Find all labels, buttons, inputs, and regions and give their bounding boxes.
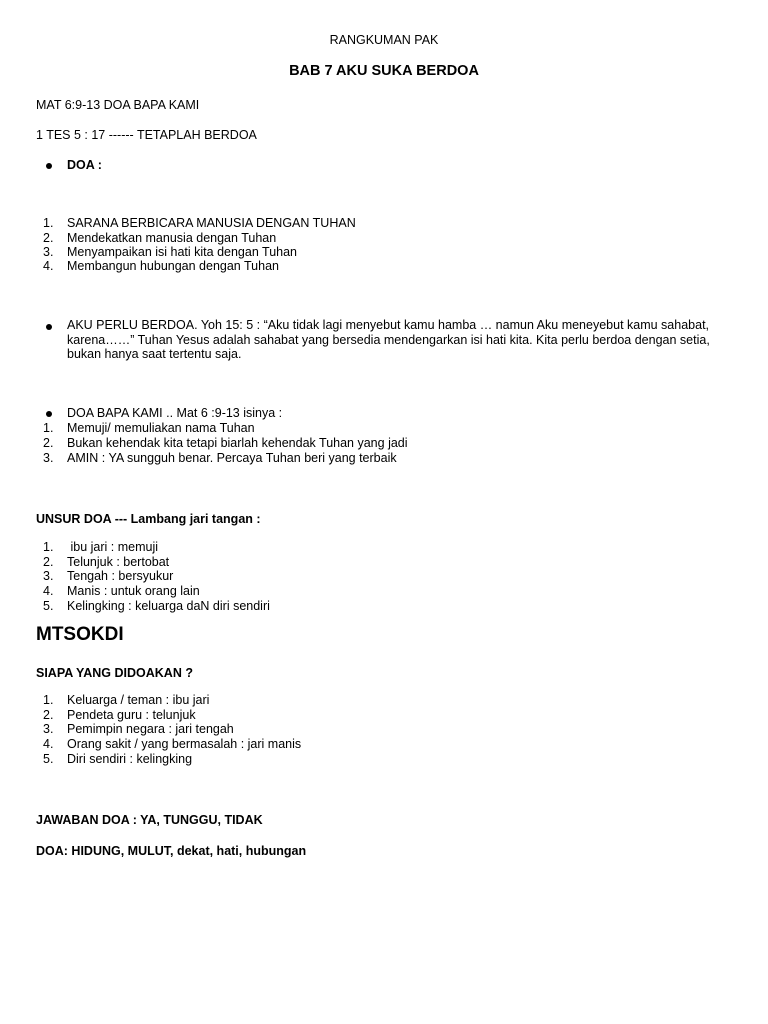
list-item: 3. AMIN : YA sungguh benar. Percaya Tuhan beri yang terbaik (43, 451, 397, 465)
unsur-doa-heading: UNSUR DOA --- Lambang jari tangan : (36, 512, 261, 526)
list-item: 1. SARANA BERBICARA MANUSIA DENGAN TUHAN (43, 216, 356, 230)
list-item: 3. Menyampaikan isi hati kita dengan Tuhan (43, 245, 298, 259)
list-item: 5. Kelingking : keluarga daN diri sendiri (43, 599, 270, 613)
perlu-berdoa-paragraph: AKU PERLU BERDOA. Yoh 15: 5 : “Aku tidak lagi menyebut kamu hamba … namun Aku meneyebut kamu sahabat, karena……” Tuhan Yesus adalah sahabat yang bersedia mendengarkan isi hati kita. Kita perlu berdoa dengan setia, bukan hanya saat tertentu saja. (67, 318, 710, 361)
reference-mat: MAT 6:9-13 DOA BAPA KAMI (36, 98, 200, 112)
header-label: RANGKUMAN PAK (329, 33, 439, 47)
list-item: 4. Orang sakit / yang bermasalah : jari manis (43, 737, 302, 751)
list-item: 4. Membangun hubungan dengan Tuhan (43, 259, 279, 273)
bullet-icon (46, 411, 52, 417)
list-item: 1. ibu jari : memuji (43, 540, 158, 554)
bapa-kami-heading: DOA BAPA KAMI .. Mat 6 :9-13 isinya : (67, 406, 283, 420)
reference-tes: 1 TES 5 : 17 ------ TETAPLAH BERDOA (36, 128, 257, 142)
list-item: 3. Pemimpin negara : jari tengah (43, 722, 234, 736)
list-item: 2. Telunjuk : bertobat (43, 555, 170, 569)
list-item: 5. Diri sendiri : kelingking (43, 752, 193, 766)
bullet-icon (46, 324, 52, 330)
list-item: 1. Keluarga / teman : ibu jari (43, 693, 210, 707)
page-title: BAB 7 AKU SUKA BERDOA (289, 63, 479, 79)
doa-heading: DOA : (67, 158, 102, 172)
list-item: 2. Mendekatkan manusia dengan Tuhan (43, 231, 277, 245)
mtsokdi-heading: MTSOKDI (36, 624, 124, 645)
list-item: 4. Manis : untuk orang lain (43, 584, 200, 598)
siapa-heading: SIAPA YANG DIDOAKAN ? (36, 666, 193, 680)
list-item: 1. Memuji/ memuliakan nama Tuhan (43, 421, 255, 435)
bullet-icon (46, 163, 52, 169)
jawaban-doa: JAWABAN DOA : YA, TUNGGU, TIDAK (36, 813, 263, 827)
list-item: 3. Tengah : bersyukur (43, 569, 174, 583)
list-item: 2. Pendeta guru : telunjuk (43, 708, 196, 722)
doa-footer: DOA: HIDUNG, MULUT, dekat, hati, hubungan (36, 844, 307, 858)
list-item: 2. Bukan kehendak kita tetapi biarlah kehendak Tuhan yang jadi (43, 436, 408, 450)
